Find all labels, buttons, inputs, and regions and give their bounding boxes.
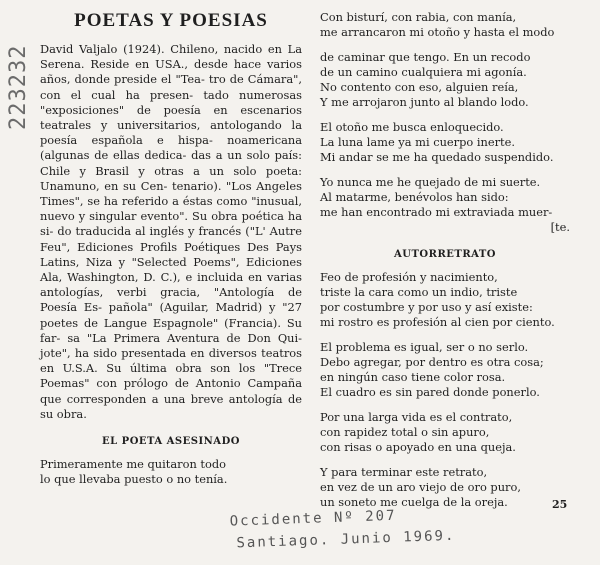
bio-line: Campaña que corresponden a una breve xyxy=(40,376,302,406)
bio-line: antologando la poesía española e hispa- xyxy=(40,118,302,148)
poem-line: Mi andar se me ha quedado suspendido. xyxy=(320,150,554,164)
bio-line: tado numerosas "exposiciones" de poesía xyxy=(40,87,303,117)
poem-line: Primeramente me quitaron todo xyxy=(40,457,226,472)
stanza xyxy=(320,50,570,110)
bio-line: Des Pays Latins, Niza y "Selected xyxy=(40,239,302,269)
poem-line: lo que llevaba puesto o no tenía. xyxy=(40,472,228,487)
poem-line: por costumbre y por uso y así existe: xyxy=(320,300,533,314)
stanza xyxy=(320,175,570,235)
bio-line: en escenarios teatrales y universitarios, xyxy=(40,102,302,133)
poem-line: Y para terminar este retrato, xyxy=(320,465,488,479)
handwritten-annotation xyxy=(229,499,550,554)
poem-line: un soneto me cuelga de la oreja. xyxy=(320,495,508,509)
poem-line: con risas o apoyado en una queja. xyxy=(320,440,516,454)
left-column xyxy=(40,10,302,487)
poem-line: La luna lame ya mi cuerpo inerte. xyxy=(320,135,515,149)
bio-line: tenario). "Los Angeles Times", se ha xyxy=(40,178,302,209)
catalog-stamp xyxy=(6,10,34,150)
bio-line: hace varios años, donde preside el "Tea- xyxy=(40,57,303,87)
poem-line: Con bisturí, con rabia, con manía, xyxy=(320,10,517,24)
right-column xyxy=(320,10,570,520)
bio-line: antología de su obra. xyxy=(40,391,302,421)
bio-line: de Langue Espagnole" (Francia). Su far- xyxy=(40,315,302,345)
bio-line: a un solo poeta: Unamuno, en su Cen- xyxy=(40,163,303,193)
bio-line: tro de Cámara", con el cual ha presen- xyxy=(40,72,302,102)
poem-line: Debo agregar, por dentro es otra cosa; xyxy=(320,355,544,369)
poem-line: No contento con eso, alguien reía, xyxy=(320,80,519,94)
page-number: 25 xyxy=(552,498,568,511)
catalog-number: 223232 xyxy=(6,44,31,130)
poem-line: Por una larga vida es el contrato, xyxy=(320,410,513,424)
stanza xyxy=(320,10,570,40)
bio-paragraph xyxy=(40,42,302,422)
handwritten-date: Santiago. Junio 1969. xyxy=(236,527,456,552)
poem-line: El otoño me busca enloquecido. xyxy=(320,120,504,134)
handwritten-source: Occidente Nº 207 xyxy=(229,507,397,530)
poem-line: me han encontrado mi extraviada muer- xyxy=(320,205,553,219)
poem-line: Feo de profesión y nacimiento, xyxy=(320,270,498,284)
stanza xyxy=(320,340,570,400)
poem-title-autorretrato: AUTORRETRATO xyxy=(394,249,496,260)
bio-line: do traducida al inglés y francés ("L' xyxy=(57,224,266,239)
bio-line: Autre Feu", Ediciones Profils Poétiques xyxy=(40,224,302,254)
poem-el-poeta-asesinado-continued xyxy=(320,10,570,235)
stanza xyxy=(320,410,570,455)
bio-line: "Trece Poemas" con prólogo de Antonio xyxy=(40,361,302,391)
bio-line: David Valjalo (1924). Chileno, nacido xyxy=(40,42,263,56)
stanza xyxy=(320,120,570,165)
poem-line: de caminar que tengo. En un recodo xyxy=(320,50,531,64)
poem-autorretrato xyxy=(320,270,570,510)
poem-line: triste la cara como un indio, triste xyxy=(320,285,518,299)
poem-line: [te. xyxy=(550,220,570,234)
poem-line: me arrancaron mi otoño y hasta el modo xyxy=(320,25,555,39)
poem-line: mi rostro es profesión al cien por ciento. xyxy=(320,315,555,329)
bio-line: das a un solo país: Chile y Brasil y otras xyxy=(40,148,302,178)
poem-title-el-poeta-asesinado: EL POETA ASESINADO xyxy=(102,436,240,448)
poem-line: con rapidez total o sin apuro, xyxy=(320,425,490,439)
bio-line: verbi gracia, "Antología de Poesía Es- xyxy=(40,285,303,315)
poem-line: El cuadro es sin pared donde ponerlo. xyxy=(320,385,540,399)
bio-line: sa "La Primera Aventura de Don Qui- xyxy=(67,330,302,345)
bio-line: noamericana (algunas de ellas dedica- xyxy=(40,133,302,163)
poem-line: de un camino cualquiera mi agonía. xyxy=(320,65,527,79)
page-title: POETAS Y POESIAS xyxy=(74,10,268,31)
stanza xyxy=(320,270,570,330)
bio-line: pañola" (Aguilar, Madrid) y "27 poetes xyxy=(40,300,303,330)
bio-line: D. C.), e incluida en varias antologías, xyxy=(40,270,302,300)
bio-line: referido a éstas como "inusual, nuevo y xyxy=(40,194,302,224)
poem-line: Al matarme, benévolos han sido: xyxy=(320,190,509,204)
author-bio xyxy=(40,42,302,422)
poem-line: Yo nunca me he quejado de mi suerte. xyxy=(320,175,541,189)
poem-line: en ningún caso tiene color rosa. xyxy=(320,370,506,384)
poem-line: El problema es igual, ser o no serlo. xyxy=(320,340,529,354)
poem-line: en vez de un aro viejo de oro puro, xyxy=(320,480,521,494)
bio-line: Poems", Ediciones Ala, Washington, xyxy=(40,254,302,285)
bio-line: singular evento". Su obra poética ha si- xyxy=(40,209,303,239)
bio-line: en La Serena. Reside en USA., desde xyxy=(40,42,303,72)
bio-line: teatros en U.S.A. Su última obra son los xyxy=(40,346,302,376)
bio-line: jote", ha sido presentada en diversos xyxy=(40,346,257,361)
poem-line: Y me arrojaron junto al blando lodo. xyxy=(320,95,529,109)
poem-el-poeta-asesinado-start xyxy=(40,457,302,487)
